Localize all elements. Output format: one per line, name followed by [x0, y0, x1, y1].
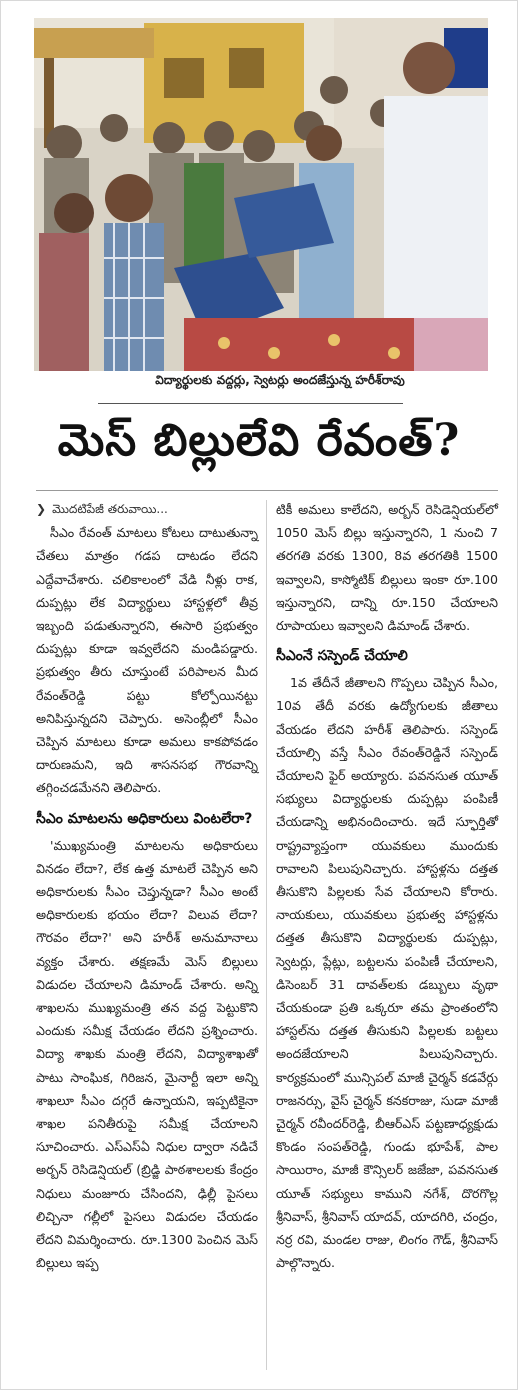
continued-label: మొదటిపేజీ తరువాయి...: [52, 502, 168, 516]
news-photo: [34, 18, 488, 371]
photo-caption: విద్యార్థులకు వద్దర్లు, స్వెటర్లు అందజేస్తున్న హరీశ్‌రావు: [155, 373, 405, 387]
article-column-left: [36, 498, 258, 1275]
subheading: సీఎంనే సస్పెండ్ చేయాలి: [276, 648, 408, 665]
headline-divider: [36, 490, 498, 491]
paragraph: 'ముఖ్యమంత్రి మాటలను అధికారులు వినడం లేదా?, లేక ఉత్త మాటలే చెప్పిన అని అధికారులకు సీఎం చెప్తున్నడా? సీఎం అంటే అధికారులకు భయం లేదా? విలువ లేదా? గౌరవం లేదా?' అని హరీశ్ అనుమానాలు వ్యక్తం చేశారు. తక్షణమే మెస్ బిల్లులు విడుదల చేయాలని డిమాండ్ చేశారు. అన్ని శాఖలను ముఖ్యమంత్రి తన వద్ద పెట్టుకొని ఎందుకు సమీక్ష చేయడం లేదని ప్రశ్నించారు. విద్యా శాఖకు మంత్రి లేదని, విద్యాశాఖతో పాటు సాంఘిక, గిరిజన, మైనార్టీ ఇలా అన్ని శాఖలూ సీఎం దగ్గరే ఉన్నాయని, ఇప్పటికైనా శాఖల పనితీరుపై సమీక్ష చేయాలని సూచించారు. ఎస్‌ఎస్‌ఏ నిధుల ద్వారా నడిచే అర్బన్ రెసిడెన్షియల్ (బ్రిడ్జి పాఠశాలలకు కేంద్రం నిధులు మంజూరు చేసిందని, ఢిల్లీ పైసలు లిచ్చినా గల్లీలో పైసలు విడుదల చేయడం లేదని విమర్శించారు. రూ.1300 పెంచిన మెస్ బిల్లులు ఇప్ప: [36, 837, 258, 1271]
column-divider: [266, 500, 267, 1370]
continued-from-front-page: [36, 498, 258, 521]
headline: మెస్ బిల్లులేవి రేవంత్?: [57, 415, 461, 466]
paragraph: సీఎం రేవంత్ మాటలు కోటలు దాటుతున్నా చేతలు మాత్రం గడప దాటడం లేదని ఎద్దేవాచేశారు. చలికాలంలో వేడి నీళ్లు రాక, దుప్పట్లు లేక విద్యార్థులు హాస్టళ్లలో తీవ్ర ఇబ్బంది పడుతున్నారని, ఈసారి ప్రభుత్వం దుప్పట్లు కూడా ఇవ్వలేదని మండిపడ్డారు. ప్రభుత్వం తీరు చూస్తుంటే పరిపాలన మీద రేవంత్‌రెడ్డి పట్టు కోల్పోయినట్టు అనిపిస్తున్నదని చెప్పారు. అసెంబ్లీలో సీఎం చెప్పిన మాటలు కూడా అమలు కాకపోవడం దారుణమని, ఇది శాసనసభ గౌరవాన్ని తగ్గించడమేనని తెలిపారు.: [36, 525, 258, 796]
paragraph: 1వ తేదీనే జీతాలని గొప్పలు చెప్పిన సీఎం, 10వ తేదీ వరకు ఉద్యోగులకు జీతాలు వేయడం లేదని హరీశ్ తెలిపారు. సస్పెండ్ చేయాల్సి వస్తే సీఎం రేవంత్‌రెడ్డినే సస్పెండ్ చేయాలని ఫైర్ అయ్యారు. పవనసుత యూత్ సభ్యులు విద్యార్థులకు దుప్పట్లు పంపిణీ చేయడాన్ని అభినందించారు. ఇదే స్ఫూర్తితో రాష్ట్రవ్యాప్తంగా యువకులు ముందుకు రావాలని పిలుపునిచ్చారు. హాస్టళ్లను దత్తత తీసుకొని పిల్లలకు సేవ చేయాలని కోరారు. నాయకులు, యువకులు ప్రభుత్వ హాస్టళ్లను దత్తత తీసుకొని విద్యార్థులకు దుప్పట్లు, స్వెటర్లు, ప్లేట్లు, బట్టలను పంపిణీ చేయాలని, డిసెంబర్ 31 దావత్‌లకు డబ్బులు వృథా చేయకుండా ప్రతి ఒక్కరూ తమ ప్రాంతంలోని హాస్టల్‌ను దత్తత తీసుకుని పిల్లలకు బట్టలు అందజేయాలని పిలుపునిచ్చారు. కార్యక్రమంలో మున్సిపల్ మాజీ చైర్మన్ కడవేర్గు రాజనర్సు, వైస్ చైర్మన్ కనకరాజు, సుడా మాజీ చైర్మన్ రవీందర్‌రెడ్డి, బీఆర్‌ఎస్ పట్టణాధ్యక్షుడు కొండం సంపత్‌రెడ్డి, గుండు భూపేశ్, పాల సాయిరాం, మాజీ కౌన్సిలర్ జజేజా, పవనసుత యూత్ సభ్యులు కాముని నగేశ్, దొరగొల్ల శ్రీనివాస్, శ్రీనివాస్ యాదవ్, యాదగిరి, చంద్రం, నర్ర రవి, మండల రాజు, లింగం గౌడ్, శ్రీనివాస్ పాల్గొన్నారు.: [276, 675, 498, 1271]
subheading: సీఎం మాటలను అధికారులు వింటలేరా?: [36, 810, 253, 827]
article-column-right: [276, 498, 498, 1275]
continued-arrow-icon: ❯: [36, 502, 47, 516]
paragraph: టికీ అమలు కాలేదని, అర్బన్ రెసిడెన్షియల్‌లో 1050 మెస్ బిల్లు ఇస్తున్నారని, 1 నుంచి 7 తరగతి వరకు 1300, 8వ తరగతికి 1500 ఇవ్వాలని, కాస్మోటిక్ బిల్లులు ఇంకా రూ.100 ఇస్తున్నారని, దాన్ని రూ.150 చేయాలని రూపాయలు ఇవ్వాలని డిమాండ్ చేశారు.: [276, 502, 498, 634]
